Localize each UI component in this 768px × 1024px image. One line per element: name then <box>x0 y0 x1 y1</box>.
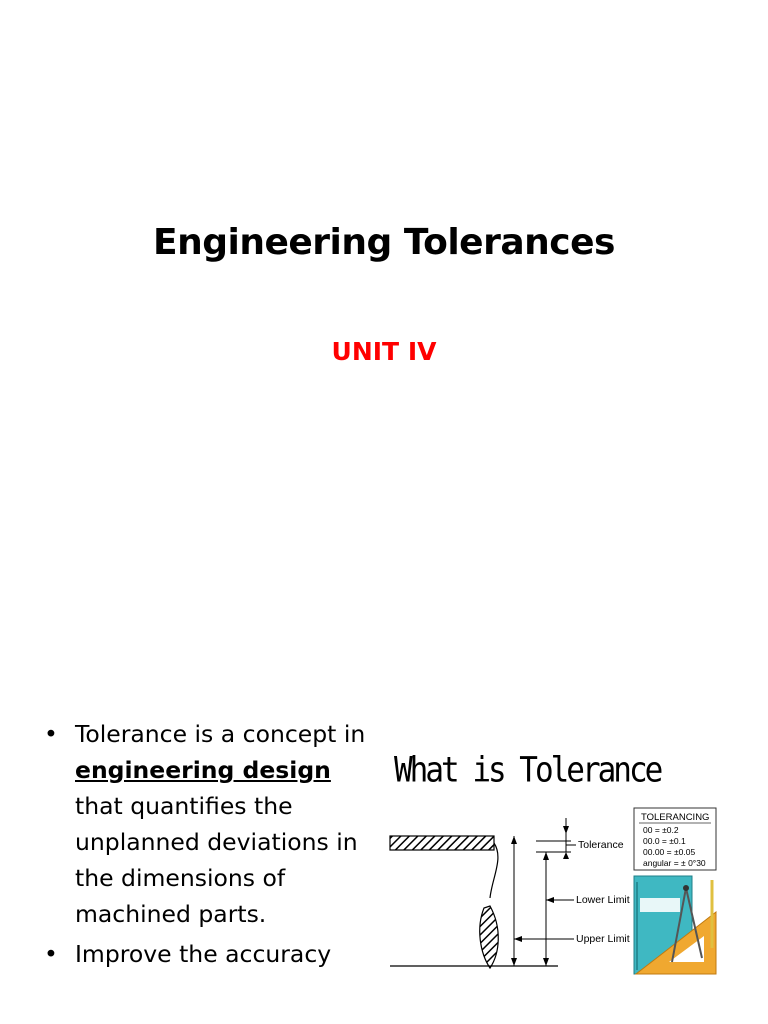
tolerancing-row: angular = ± 0°30 <box>643 858 706 868</box>
tolerancing-row: 00 = ±0.2 <box>643 825 679 835</box>
slide-subtitle: UNIT IV <box>331 337 437 366</box>
tolerance-diagram <box>386 748 726 978</box>
bullet-item <box>44 716 374 932</box>
bullet-text-after: that quantifies the unplanned deviations in the dimensions of machined parts. <box>75 792 358 928</box>
hatched-bar-icon <box>390 836 494 850</box>
bullet-list <box>44 716 374 972</box>
bullet-dot-icon: • <box>44 940 58 968</box>
slide-title: Engineering Tolerances <box>153 222 615 263</box>
engineering-design-link[interactable]: engineering design <box>75 756 331 784</box>
upper-limit-label: Upper Limit <box>576 933 630 945</box>
tolerancing-row: 00.00 = ±0.05 <box>643 847 696 857</box>
tolerancing-header: TOLERANCING <box>641 812 710 823</box>
tolerance-figure <box>386 748 726 978</box>
bullet-dot-icon: • <box>44 720 58 748</box>
figure-title: What is Tolerance <box>394 750 661 791</box>
notebook-label-icon <box>640 898 680 912</box>
tolerance-label: Tolerance <box>578 839 624 851</box>
bullet-text: Improve the accuracy <box>75 940 332 968</box>
drafting-tools-icon <box>634 876 716 974</box>
lower-limit-label: Lower Limit <box>576 894 630 906</box>
hatched-teardrop-icon <box>480 906 499 968</box>
bullet-item <box>44 936 374 972</box>
bullet-text-before: Tolerance is a concept in <box>75 720 366 748</box>
tolerancing-row: 00.0 = ±0.1 <box>643 836 686 846</box>
